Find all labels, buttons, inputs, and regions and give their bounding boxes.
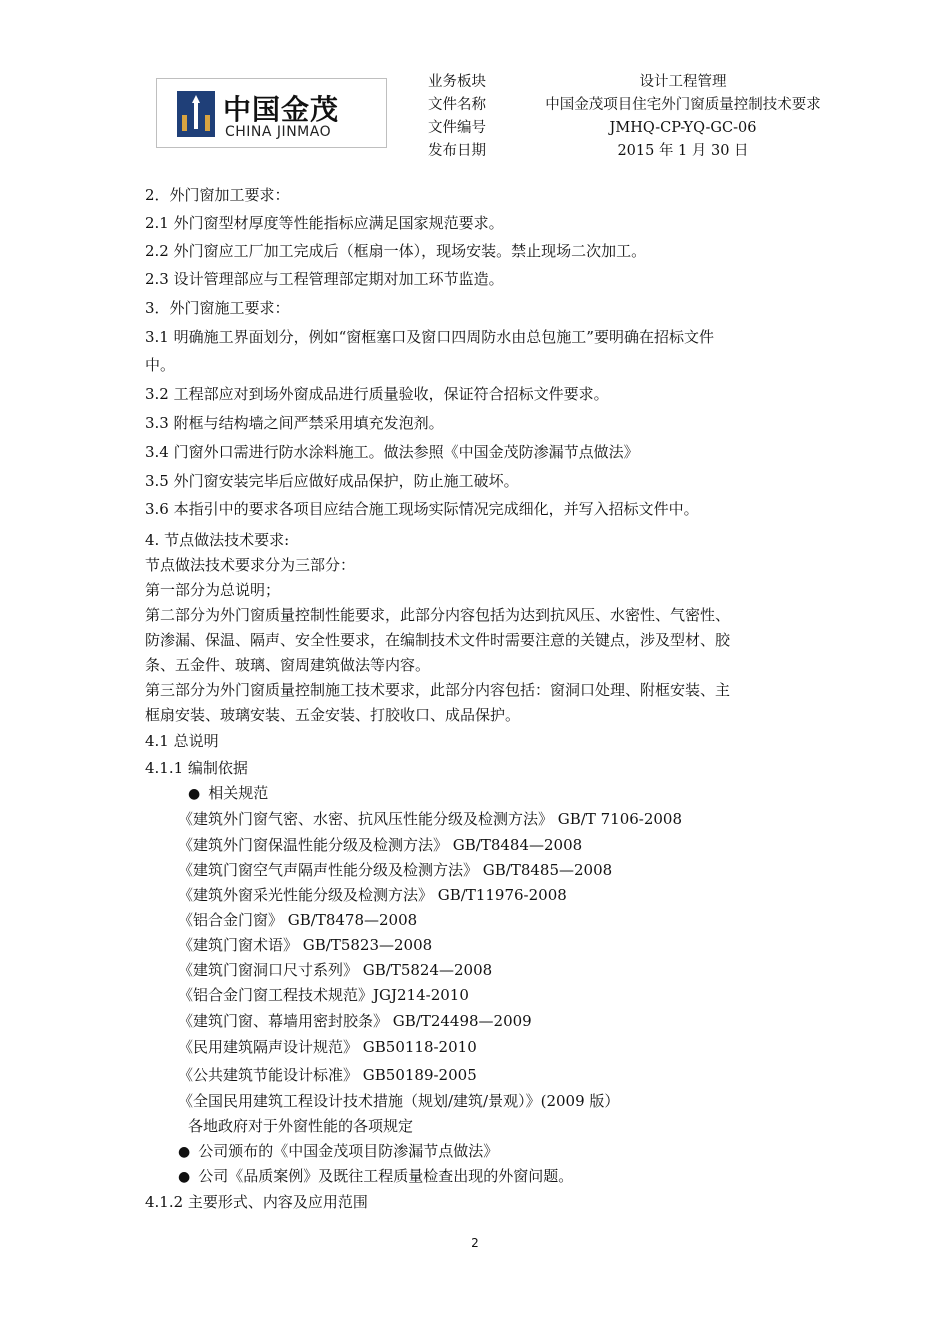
- meta-label: 业务板块: [428, 74, 486, 90]
- standard-item: 《民用建筑隔声设计规范》 GB50118-2010: [178, 1038, 477, 1056]
- paragraph: 中。: [145, 356, 176, 374]
- meta-row-fileno: [428, 117, 858, 140]
- meta-row-business: [428, 71, 858, 94]
- standard-item: 《铝合金门窗》 GB/T8478—2008: [178, 911, 418, 929]
- subsection-heading: 4.1.2 主要形式、内容及应用范围: [145, 1193, 368, 1211]
- logo-chinese-text: 中国金茂: [223, 93, 340, 126]
- local-rules: 各地政府对于外窗性能的各项规定: [188, 1117, 414, 1135]
- standard-item: 《建筑门窗、幕墙用密封胶条》 GB/T24498—2009: [178, 1012, 532, 1030]
- meta-row-filename: [428, 94, 858, 117]
- meta-value: 2015 年 1 月 30 日: [617, 143, 749, 159]
- section-heading: 2．外门窗加工要求：: [145, 186, 290, 204]
- paragraph: 2.3 设计管理部应与工程管理部定期对加工环节监造。: [145, 270, 504, 288]
- list-item-label: 公司颁布的《中国金茂项目防渗漏节点做法》: [198, 1142, 499, 1160]
- meta-value: 设计工程管理: [639, 74, 727, 90]
- paragraph: 2.2 外门窗应工厂加工完成后（框扇一体），现场安装。禁止现场二次加工。: [145, 242, 647, 260]
- standard-item: 《建筑门窗空气声隔声性能分级及检测方法》 GB/T8485—2008: [178, 861, 613, 879]
- list-item: [178, 1166, 573, 1187]
- standard-item: 《建筑外窗采光性能分级及检测方法》 GB/T11976-2008: [178, 886, 567, 904]
- meta-label: 文件编号: [428, 120, 486, 136]
- meta-label: 文件名称: [428, 97, 486, 113]
- meta-row-date: [428, 140, 858, 163]
- subsection-heading: 4.1.1 编制依据: [145, 759, 248, 777]
- page-number: 2: [471, 1236, 479, 1250]
- logo-english-text: CHINA JINMAO: [225, 124, 332, 140]
- bullet-icon: ●: [188, 786, 201, 802]
- company-logo: [156, 78, 387, 148]
- meta-value: 中国金茂项目住宅外门窗质量控制技术要求: [545, 97, 821, 113]
- standard-item: 《铝合金门窗工程技术规范》JGJ214-2010: [178, 986, 469, 1004]
- list-item: [188, 783, 268, 804]
- standard-item: 《全国民用建筑工程设计技术措施（规划/建筑/景观）》(2009 版）: [178, 1092, 620, 1110]
- standard-item: 《建筑门窗术语》 GB/T5823—2008: [178, 936, 433, 954]
- paragraph: 第二部分为外门窗质量控制性能要求，此部分内容包括为达到抗风压、水密性、气密性、: [145, 606, 731, 624]
- subsection-heading: 4.1 总说明: [145, 732, 219, 750]
- standard-item: 《建筑外门窗气密、水密、抗风压性能分级及检测方法》 GB/T 7106-2008: [178, 810, 683, 828]
- document-meta: [428, 71, 858, 163]
- paragraph: 条、五金件、玻璃、窗周建筑做法等内容。: [145, 656, 431, 674]
- standard-item: 《建筑外门窗保温性能分级及检测方法》 GB/T8484—2008: [178, 836, 583, 854]
- paragraph: 防渗漏、保温、隔声、安全性要求，在编制技术文件时需要注意的关键点，涉及型材、胶: [145, 631, 731, 649]
- paragraph: 3.4 门窗外口需进行防水涂料施工。做法参照《中国金茂防渗漏节点做法》: [145, 443, 639, 461]
- meta-value: JMHQ-CP-YQ-GC-06: [609, 120, 757, 136]
- standard-item: 《建筑门窗洞口尺寸系列》 GB/T5824—2008: [178, 961, 493, 979]
- list-item: [178, 1141, 498, 1162]
- paragraph: 第一部分为总说明；: [145, 581, 281, 599]
- bullet-icon: ●: [178, 1144, 191, 1160]
- section-heading: 4. 节点做法技术要求:: [145, 531, 290, 549]
- paragraph: 2.1 外门窗型材厚度等性能指标应满足国家规范要求。: [145, 214, 504, 232]
- paragraph: 节点做法技术要求分为三部分：: [145, 556, 356, 574]
- section-heading: 3．外门窗施工要求：: [145, 299, 290, 317]
- paragraph: 第三部分为外门窗质量控制施工技术要求，此部分内容包括：窗洞口处理、附框安装、主: [145, 681, 731, 699]
- paragraph: 3.1 明确施工界面划分，例如“窗框塞口及窗口四周防水由总包施工”要明确在招标文件: [145, 328, 714, 346]
- bullet-icon: ●: [178, 1169, 191, 1185]
- paragraph: 框扇安装、玻璃安装、五金安装、打胶收口、成品保护。: [145, 706, 521, 724]
- china-jinmao-emblem-icon: [177, 91, 215, 137]
- paragraph: 3.2 工程部应对到场外窗成品进行质量验收，保证符合招标文件要求。: [145, 385, 609, 403]
- standard-item: 《公共建筑节能设计标准》 GB50189-2005: [178, 1066, 477, 1084]
- list-item-label: 相关规范: [208, 784, 269, 802]
- paragraph: 3.3 附框与结构墙之间严禁采用填充发泡剂。: [145, 414, 444, 432]
- paragraph: 3.5 外门窗安装完毕后应做好成品保护，防止施工破坏。: [145, 472, 519, 490]
- paragraph: 3.6 本指引中的要求各项目应结合施工现场实际情况完成细化，并写入招标文件中。: [145, 500, 699, 518]
- meta-label: 发布日期: [428, 143, 486, 159]
- list-item-label: 公司《品质案例》及既往工程质量检查出现的外窗问题。: [198, 1167, 574, 1185]
